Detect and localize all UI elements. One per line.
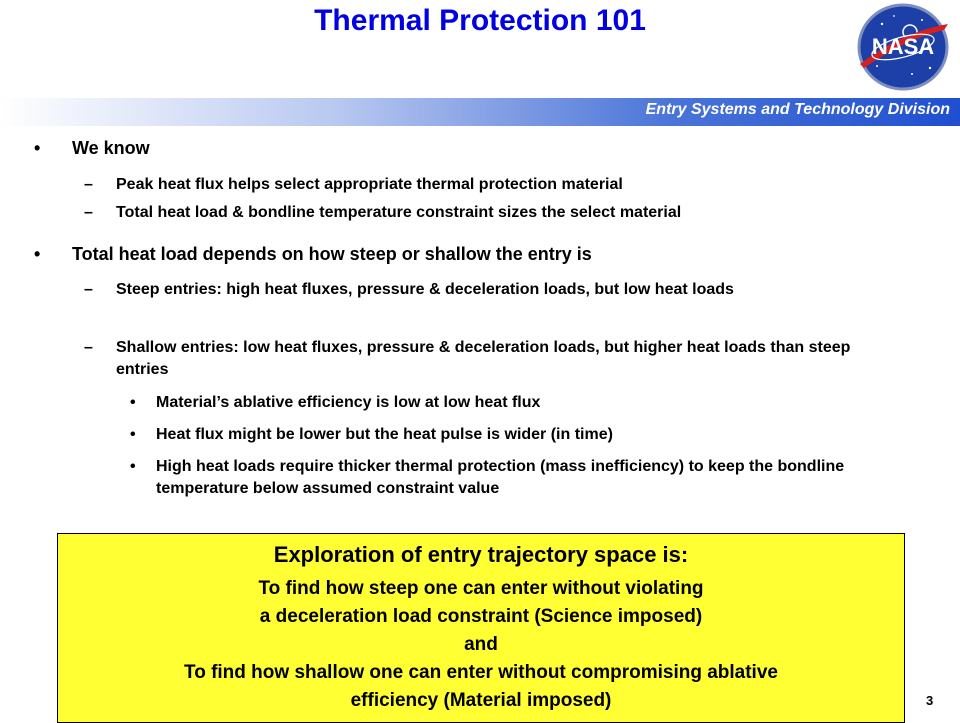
dot-marker: • <box>130 426 136 443</box>
callout-line: efficiency (Material imposed) <box>350 690 612 711</box>
callout-heading: Exploration of entry trajectory space is: <box>273 542 689 567</box>
sub-bullet-text: Steep entries: high heat fluxes, pressure & deceleration loads, but low heat loads <box>116 281 734 298</box>
nasa-logo-text: NASA <box>871 34 935 59</box>
callout-line: To find how steep one can enter without violating <box>258 578 704 599</box>
dash-marker: – <box>84 204 93 221</box>
bullet-text: We know <box>72 138 150 158</box>
sub-bullet-text: Total heat load & bondline temperature constraint sizes the select material <box>116 204 682 221</box>
bullet-text: Total heat load depends on how steep or shallow the entry is <box>72 244 592 264</box>
bullet-marker: • <box>34 138 41 158</box>
slide-title: Thermal Protection 101 <box>314 4 646 37</box>
bullet-heat-load <box>34 244 592 265</box>
dot-marker: • <box>130 394 136 411</box>
bullet-marker: • <box>34 244 41 264</box>
dash-marker: – <box>84 339 93 356</box>
sub-bullet-text: Shallow entries: low heat fluxes, pressure & deceleration loads, but higher heat loads than steep entries <box>116 339 851 378</box>
division-label: Entry Systems and Technology Division <box>645 101 950 118</box>
bullet-we-know <box>34 138 150 159</box>
callout-box <box>57 533 905 723</box>
sub-sub-bullet-text: Material’s ablative efficiency is low at low heat flux <box>156 394 541 411</box>
sub-sub-bullet-text: High heat loads require thicker thermal protection (mass inefficiency) to keep the bondline temperature below assumed constraint value <box>156 458 845 497</box>
sub-bullet-text: Peak heat flux helps select appropriate thermal protection material <box>116 176 623 193</box>
callout-line: To find how shallow one can enter without compromising ablative <box>184 662 778 683</box>
page-number: 3 <box>926 693 934 708</box>
division-band <box>0 98 960 126</box>
sub-sub-bullet-text: Heat flux might be lower but the heat pulse is wider (in time) <box>156 426 613 443</box>
dash-marker: – <box>84 281 93 298</box>
dash-marker: – <box>84 176 93 193</box>
callout-line: a deceleration load constraint (Science imposed) <box>259 606 703 627</box>
dot-marker: • <box>130 458 136 475</box>
nasa-logo <box>852 2 954 92</box>
callout-line: and <box>464 634 498 655</box>
